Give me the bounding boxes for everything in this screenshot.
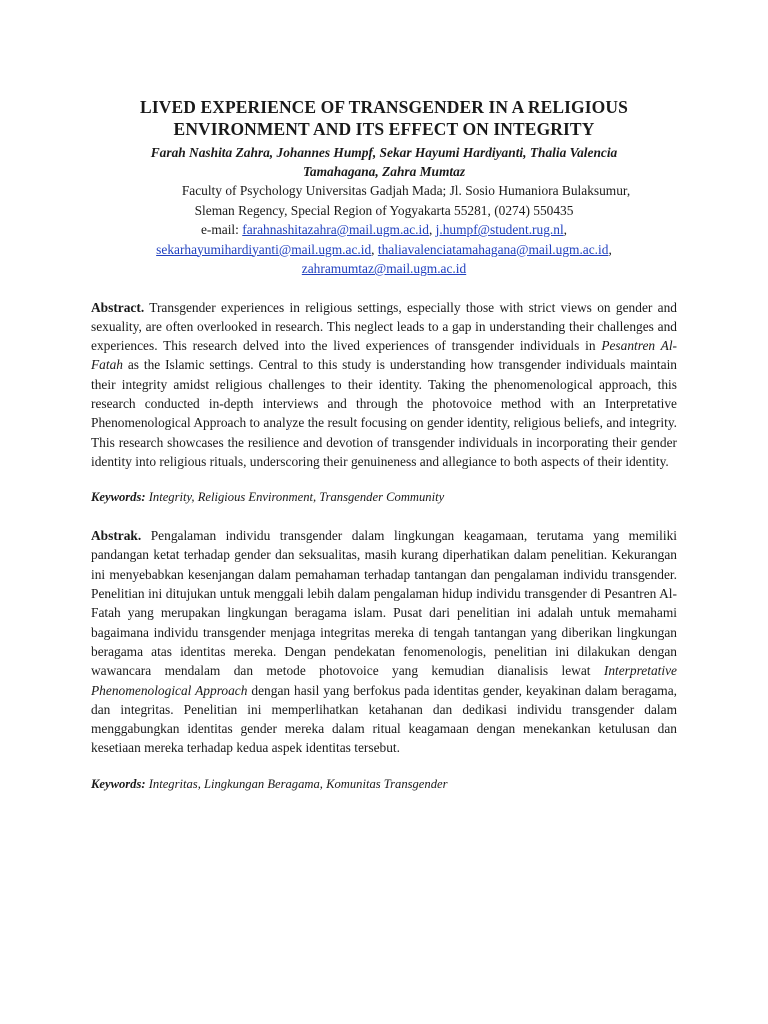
email-block: e-mail: farahnashitazahra@mail.ugm.ac.id, j.humpf@student.rug.nl, sekarhayumihardiyanti@mail.ugm.ac.id, thaliavalenciatamahagana@mail.ugm.ac.id, zahramumtaz@mail.ugm.ac.id <box>156 222 612 276</box>
keywords-id-label: Keywords: <box>91 776 146 791</box>
keywords-english <box>91 488 677 507</box>
paper-page <box>91 96 677 794</box>
paper-title <box>91 96 677 140</box>
title-line-2: ENVIRONMENT AND ITS EFFECT ON INTEGRITY <box>173 119 595 139</box>
keywords-id-text: Integritas, Lingkungan Beragama, Komunitas Transgender <box>145 776 448 791</box>
affiliation-line-2: Sleman Regency, Special Region of Yogyakarta 55281, (0274) 550435 <box>194 202 574 218</box>
abstrak-text-part-2: dengan hasil yang berfokus pada identitas gender, keyakinan dalam beragama, dan integritas. Penelitian ini memperlihatkan ketahanan dan dedikasi individu transgender dalam menggabungkan identitas gender mereka dalam ritual keagamaan dengan menekankan ketulusan dan kesetiaan mereka terhadap kedua aspek identitas tersebut. <box>91 682 678 756</box>
abstract-indonesian <box>91 526 677 758</box>
email-link-zahra[interactable]: farahnashitazahra@mail.ugm.ac.id <box>242 222 429 237</box>
authors-line-2: Tamahagana, Zahra Mumtaz <box>302 164 466 179</box>
email-label: e-mail: <box>200 222 239 237</box>
abstract-italic-term: Pesantren Al-Fatah <box>91 338 677 373</box>
affiliation-line-1: Faculty of Psychology Universitas Gadjah Mada; Jl. Sosio Humaniora Bulaksumur, <box>181 183 631 198</box>
email-link-hardiyanti[interactable]: sekarhayumihardiyanti@mail.ugm.ac.id <box>156 241 372 257</box>
abstract-text-part-2: as the Islamic settings. Central to this study is understanding how transgender individuals maintain their integrity amidst religious challenges to their identity. Taking the phenomenological approach, this research conducted in-depth interviews and through the photovoice method with an Interpretative Phenomenological Approach to analyze the result focusing on gender identity, religious beliefs, and integrity. This research showcases the resilience and devotion of transgender individuals in incorporating their gender identity into religious rituals, underscoring their genuineness and allegiance to both aspects of their identity. <box>91 357 677 469</box>
keywords-text: Integrity, Religious Environment, Transgender Community <box>145 490 445 505</box>
title-line-1: LIVED EXPERIENCE OF TRANSGENDER IN A RELIGIOUS <box>140 97 628 117</box>
keywords-label: Keywords: <box>91 490 146 505</box>
keywords-indonesian <box>91 775 677 794</box>
abstrak-text-part-1: Pengalaman individu transgender dalam lingkungan keagamaan, terutama yang memiliki pandangan ketat terhadap gender dan seksualitas, masih kurang diperhatikan dalam penelitian. Kekurangan ini menyebabkan kesenjangan dalam pemahaman terhadap tantangan dan pengalaman individu transgender. Penelitian ini ditujukan untuk menggali lebih dalam pengalaman hidup individu transgender di Pesantren Al-Fatah yang merupakan lingkungan beragama islam. Pusat dari penelitian ini adalah untuk memahami bagaimana individu transgender menjaga integritas mereka di tengah tantangan yang diberikan lingkungan beragama atas identitas mereka. Dengan pendekatan fenomenologis, penelitian ini dilakukan dengan wawancara mendalam dan metode photovoice yang kemudian dianalisis lewat <box>91 528 677 679</box>
abstract-english <box>91 298 677 472</box>
abstract-text-part-1: Transgender experiences in religious settings, especially those with strict views on gender and sexuality, are often overlooked in research. This neglect leads to a gap in understanding their challenges and experiences. This research delved into the lived experiences of transgender individuals in <box>91 299 677 354</box>
abstrak-italic-term: Interpretative Phenomenological Approach <box>91 663 677 698</box>
authors-line-1: Farah Nashita Zahra, Johannes Humpf, Sekar Hayumi Hardiyanti, Thalia Valencia <box>150 145 618 160</box>
abstract-label: Abstract. <box>91 299 145 315</box>
authors <box>91 143 677 181</box>
affiliation <box>91 181 677 220</box>
email-link-mumtaz[interactable]: zahramumtaz@mail.ugm.ac.id <box>301 261 467 276</box>
email-link-tamahagana[interactable]: thaliavalenciatamahagana@mail.ugm.ac.id <box>377 241 609 257</box>
email-link-humpf[interactable]: j.humpf@student.rug.nl <box>435 222 564 237</box>
abstrak-label: Abstrak. <box>91 528 142 544</box>
